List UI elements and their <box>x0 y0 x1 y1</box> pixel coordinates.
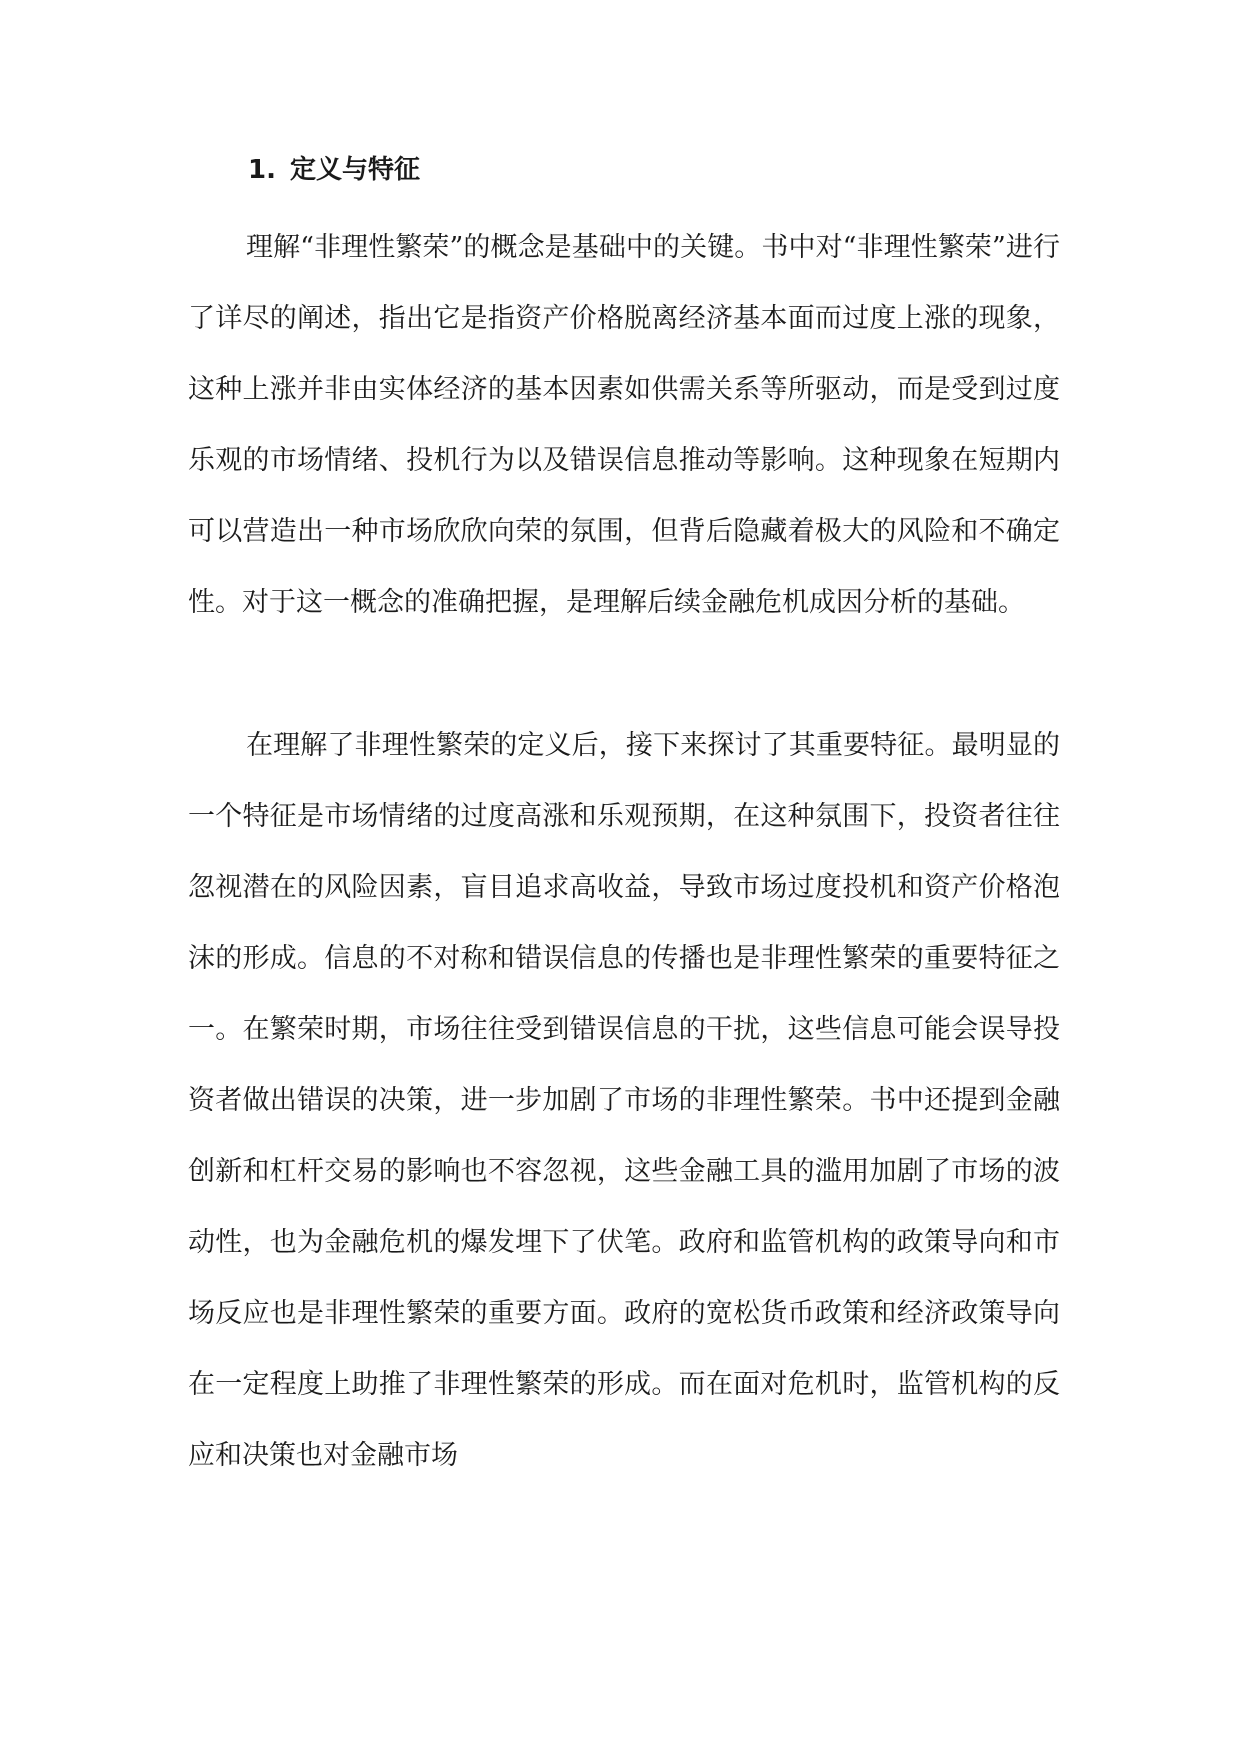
paragraph-characteristics: 在理解了非理性繁荣的定义后，接下来探讨了其重要特征。最明显的一个特征是市场情绪的过度高涨和乐观预期，在这种氛围下，投资者往往忽视潜在的风险因素，盲目追求高收益，导致市场过度投机和资产价格泡沫的形成。信息的不对称和错误信息的传播也是非理性繁荣的重要特征之一。在繁荣时期，市场往往受到错误信息的干扰，这些信息可能会误导投资者做出错误的决策，进一步加剧了市场的非理性繁荣。书中还提到金融创新和杠杆交易的影响也不容忽视，这些金融工具的滥用加剧了市场的波动性，也为金融危机的爆发埋下了伏笔。政府和监管机构的政策导向和市场反应也是非理性繁荣的重要方面。政府的宽松货币政策和经济政策导向在一定程度上助推了非理性繁荣的形成。而在面对危机时，监管机构的反应和决策也对金融市场 <box>188 730 1060 1471</box>
section-title: 定义与特征 <box>289 155 420 185</box>
section-number: 1. <box>248 155 276 185</box>
paragraph-definition: 理解“非理性繁荣”的概念是基础中的关键。书中对“非理性繁荣”进行了详尽的阐述，指出它是指资产价格脱离经济基本面而过度上涨的现象，这种上涨并非由实体经济的基本因素如供需关系等所驱动，而是受到过度乐观的市场情绪、投机行为以及错误信息推动等影响。这种现象在短期内可以营造出一种市场欣欣向荣的氛围，但背后隐藏着极大的风险和不确定性。对于这一概念的准确把握，是理解后续金融危机成因分析的基础。 <box>188 232 1060 618</box>
section-heading <box>248 150 420 190</box>
